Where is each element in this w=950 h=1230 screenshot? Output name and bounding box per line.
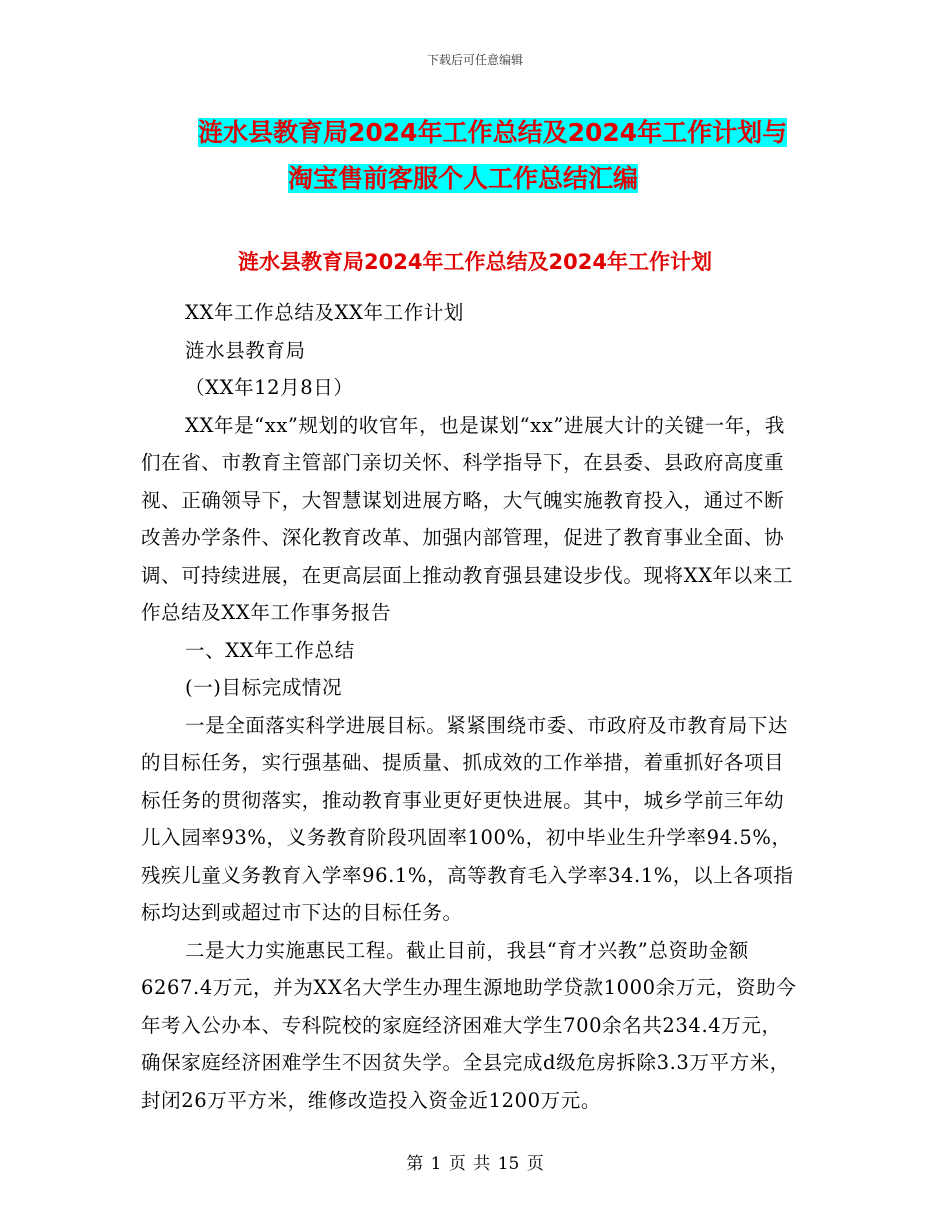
page-header-note: 下载后可任意编辑 — [426, 53, 523, 67]
body-paragraph: （XX年12月8日） — [185, 376, 354, 399]
body-paragraph: 一、XX年工作总结 — [185, 638, 355, 662]
title-highlight-2: 淘宝售前客服个人工作总结汇编 — [288, 164, 639, 193]
document-title-line-2 — [140, 156, 820, 202]
body-paragraph: XX年是“xx”规划的收官年，也是谋划“xx”进展大计的关键一年，我们在省、市教育主管部门亲切关怀、科学指导下，在县委、县政府高度重视、正确领导下，大智慧谋划进展方略，大气魄实施教育投入，通过不断改善办学条件、深化教育改革、加强内部管理，促进了教育事业全面、协调、可持续进展，在更高层面上推动教育强县建设步伐。现将XX年以来工作总结及XX年工作事务报告 — [141, 413, 794, 624]
body-paragraph: 一是全面落实科学进展目标。紧紧围绕市委、市政府及市教育局下达的目标任务，实行强基础、提质量、抓成效的工作举措，着重抓好各项目标任务的贯彻落实，推动教育事业更好更快进展。其中，城乡学前三年幼儿入园率93%，义务教育阶段巩固率100%，初中毕业生升学率94.5%，残疾儿童义务教育入学率96.1%，高等教育毛入学率34.1%，以上各项指标均达到或超过市下达的目标任务。 — [141, 713, 794, 924]
body-paragraph: 二是大力实施惠民工程。截止目前，我县“育才兴教”总资助金额6267.4万元，并为XX名大学生办理生源地助学贷款1000余万元，资助今年考入公办本、专科院校的家庭经济困难大学生700余名共234.4万元，确保家庭经济困难学生不因贫失学。全县完成d级危房拆除3.3万平方米，封闭26万平方米，维修改造投入资金近1200万元。 — [141, 938, 797, 1112]
page-number-footer: 第 1 页 共 15 页 — [406, 1154, 544, 1174]
body-paragraph: 涟水县教育局 — [185, 338, 306, 362]
document-title — [140, 110, 820, 202]
body-paragraph: XX年工作总结及XX年工作计划 — [185, 301, 465, 324]
document-title-line-1 — [140, 110, 820, 156]
document-body — [141, 294, 801, 1119]
title-highlight-1: 涟水县教育局2024年工作总结及2024年工作计划与 — [198, 118, 788, 147]
section-title: 涟水县教育局2024年工作总结及2024年工作计划 — [238, 250, 712, 274]
body-paragraph: (一)目标完成情况 — [185, 676, 343, 699]
